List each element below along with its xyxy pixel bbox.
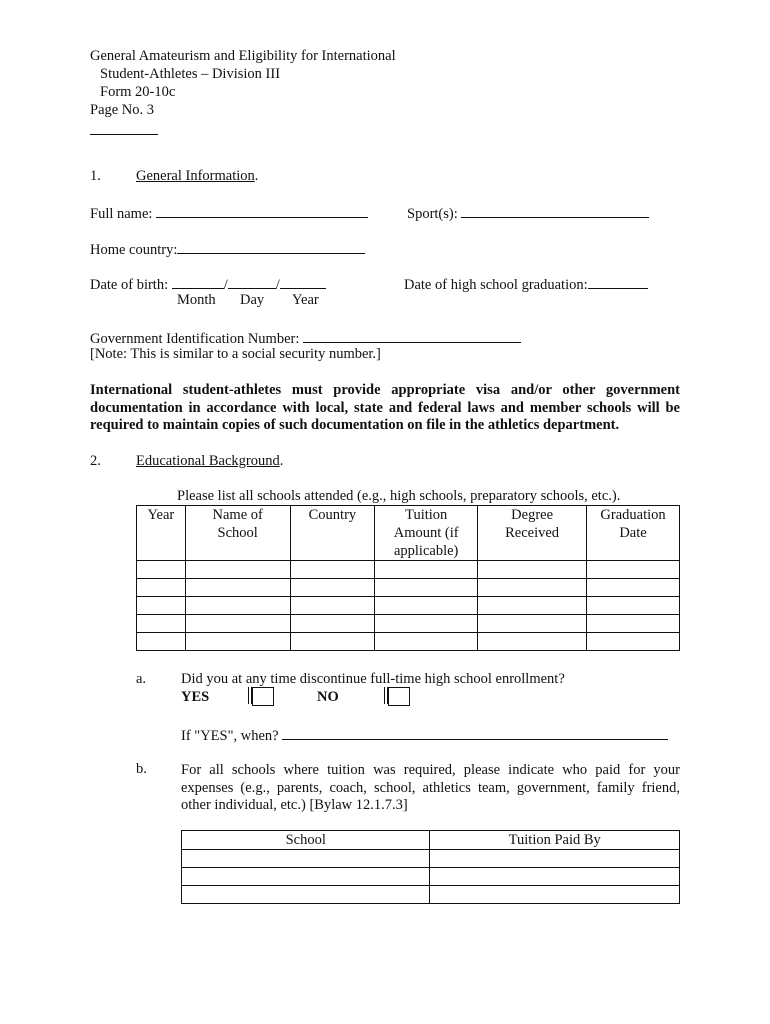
table-row — [137, 561, 680, 579]
table-row — [137, 579, 680, 597]
no-checkbox-box[interactable] — [388, 687, 410, 706]
form-header-line2: Student-Athletes – Division III — [100, 66, 281, 82]
dob-row — [90, 274, 326, 294]
tuition-col-school: School — [182, 831, 430, 850]
dob-day-field[interactable] — [228, 274, 276, 289]
dob-month-caption: Month — [177, 292, 216, 308]
table-cell[interactable] — [375, 579, 478, 597]
schools-table-caption: Please list all schools attended (e.g., high schools, preparatory schools, etc.). — [177, 488, 621, 504]
table-cell[interactable] — [137, 579, 186, 597]
yes-checkbox-box[interactable] — [252, 687, 274, 706]
visa-notice-line1: International student-athletes must provide appropriate visa and/or other government — [90, 382, 680, 398]
dob-year-caption: Year — [292, 292, 319, 308]
full-name-row — [90, 203, 368, 223]
dob-label: Date of birth: — [90, 277, 169, 293]
section1-number: 1. — [90, 168, 101, 184]
section1-title-suffix: . — [254, 168, 259, 184]
table-cell[interactable] — [375, 561, 478, 579]
table-cell[interactable] — [375, 633, 478, 651]
tuition-table-header-row — [182, 831, 680, 850]
visa-notice-line3: required to maintain copies of such documentation on file in the athletics department. — [90, 417, 620, 433]
table-row — [182, 868, 680, 886]
full-name-field[interactable] — [156, 203, 368, 218]
table-cell[interactable] — [587, 579, 680, 597]
if-yes-row — [181, 725, 668, 745]
table-cell[interactable] — [430, 868, 680, 886]
section1-title-text: General Information — [136, 168, 255, 184]
table-cell[interactable] — [478, 597, 587, 615]
yes-checkbox[interactable] — [228, 687, 274, 706]
schools-col-degree: Degree Received — [478, 506, 587, 561]
home-country-field[interactable] — [177, 239, 365, 254]
full-name-label: Full name: — [90, 206, 153, 222]
hs-grad-field[interactable] — [588, 274, 648, 289]
table-cell[interactable] — [478, 633, 587, 651]
page-number: Page No. 3 — [90, 102, 155, 118]
sports-label: Sport(s): — [407, 206, 458, 222]
table-cell[interactable] — [137, 561, 186, 579]
table-cell[interactable] — [587, 561, 680, 579]
section2-title-text: Educational Background — [136, 453, 280, 469]
table-cell[interactable] — [587, 615, 680, 633]
schools-col-year: Year — [137, 506, 186, 561]
gov-id-row — [90, 328, 521, 348]
table-cell[interactable] — [185, 579, 290, 597]
sports-field[interactable] — [461, 203, 649, 218]
no-checkbox[interactable] — [363, 687, 410, 706]
table-cell[interactable] — [375, 597, 478, 615]
section2-title — [136, 453, 283, 470]
visa-notice-line2: documentation in accordance with local, state and federal laws and member schools will be — [90, 400, 680, 416]
home-country-label: Home country: — [90, 242, 178, 258]
if-yes-when-field[interactable] — [282, 725, 668, 740]
no-label: NO — [317, 689, 339, 705]
form-header-line3: Form 20-10c — [100, 84, 176, 100]
table-cell[interactable] — [182, 868, 430, 886]
table-cell[interactable] — [430, 886, 680, 904]
section2-number: 2. — [90, 453, 101, 469]
table-cell[interactable] — [587, 633, 680, 651]
table-cell[interactable] — [185, 633, 290, 651]
item-b-letter: b. — [136, 761, 147, 777]
schools-col-name: Name of School — [185, 506, 290, 561]
table-cell[interactable] — [430, 850, 680, 868]
item-a-question: Did you at any time discontinue full-time high school enrollment? — [181, 671, 565, 687]
dob-year-field[interactable] — [280, 274, 326, 289]
table-cell[interactable] — [137, 597, 186, 615]
section2-title-suffix: . — [279, 453, 284, 469]
gov-id-note: [Note: This is similar to a social security number.] — [90, 346, 381, 362]
dob-separator: / — [223, 277, 228, 293]
gov-id-field[interactable] — [303, 328, 521, 343]
table-cell[interactable] — [478, 579, 587, 597]
table-cell[interactable] — [587, 597, 680, 615]
table-cell[interactable] — [137, 615, 186, 633]
schools-table — [136, 505, 680, 651]
table-cell[interactable] — [375, 615, 478, 633]
item-a-letter: a. — [136, 671, 147, 687]
table-cell[interactable] — [185, 615, 290, 633]
home-country-row — [90, 239, 365, 259]
sports-row — [407, 203, 649, 223]
table-cell[interactable] — [185, 561, 290, 579]
table-row — [137, 615, 680, 633]
if-yes-label: If "YES", when? — [181, 728, 279, 744]
table-row — [182, 886, 680, 904]
table-cell[interactable] — [290, 579, 375, 597]
table-cell[interactable] — [137, 633, 186, 651]
table-cell[interactable] — [478, 561, 587, 579]
table-cell[interactable] — [478, 615, 587, 633]
section1-title — [136, 168, 258, 185]
gov-id-label: Government Identification Number: — [90, 331, 300, 347]
table-cell[interactable] — [290, 597, 375, 615]
table-cell[interactable] — [290, 615, 375, 633]
hs-grad-label: Date of high school graduation: — [404, 277, 588, 293]
schools-col-country: Country — [290, 506, 375, 561]
item-b-line2: expenses (e.g., parents, coach, school, athletics team, government, family friend, — [181, 780, 680, 796]
hs-grad-row — [404, 274, 648, 294]
header-divider — [90, 120, 158, 135]
table-row — [137, 597, 680, 615]
dob-day-caption: Day — [240, 292, 265, 308]
schools-col-tuition: Tuition Amount (if applicable) — [375, 506, 478, 561]
yes-label: YES — [181, 689, 210, 705]
table-cell[interactable] — [185, 597, 290, 615]
table-row — [137, 633, 680, 651]
table-row — [182, 850, 680, 868]
table-cell[interactable] — [290, 633, 375, 651]
dob-month-field[interactable] — [172, 274, 224, 289]
dob-separator: / — [275, 277, 280, 293]
table-cell[interactable] — [182, 886, 430, 904]
form-header-line1: General Amateurism and Eligibility for International — [90, 48, 396, 64]
schools-col-graduation: Graduation Date — [587, 506, 680, 561]
schools-table-header-row — [137, 506, 680, 561]
tuition-table — [181, 830, 680, 904]
item-b-line1: For all schools where tuition was required, please indicate who paid for your — [181, 762, 680, 778]
tuition-col-paid-by: Tuition Paid By — [430, 831, 680, 850]
table-cell[interactable] — [182, 850, 430, 868]
item-b-line3: other individual, etc.) [Bylaw 12.1.7.3] — [181, 797, 408, 813]
table-cell[interactable] — [290, 561, 375, 579]
